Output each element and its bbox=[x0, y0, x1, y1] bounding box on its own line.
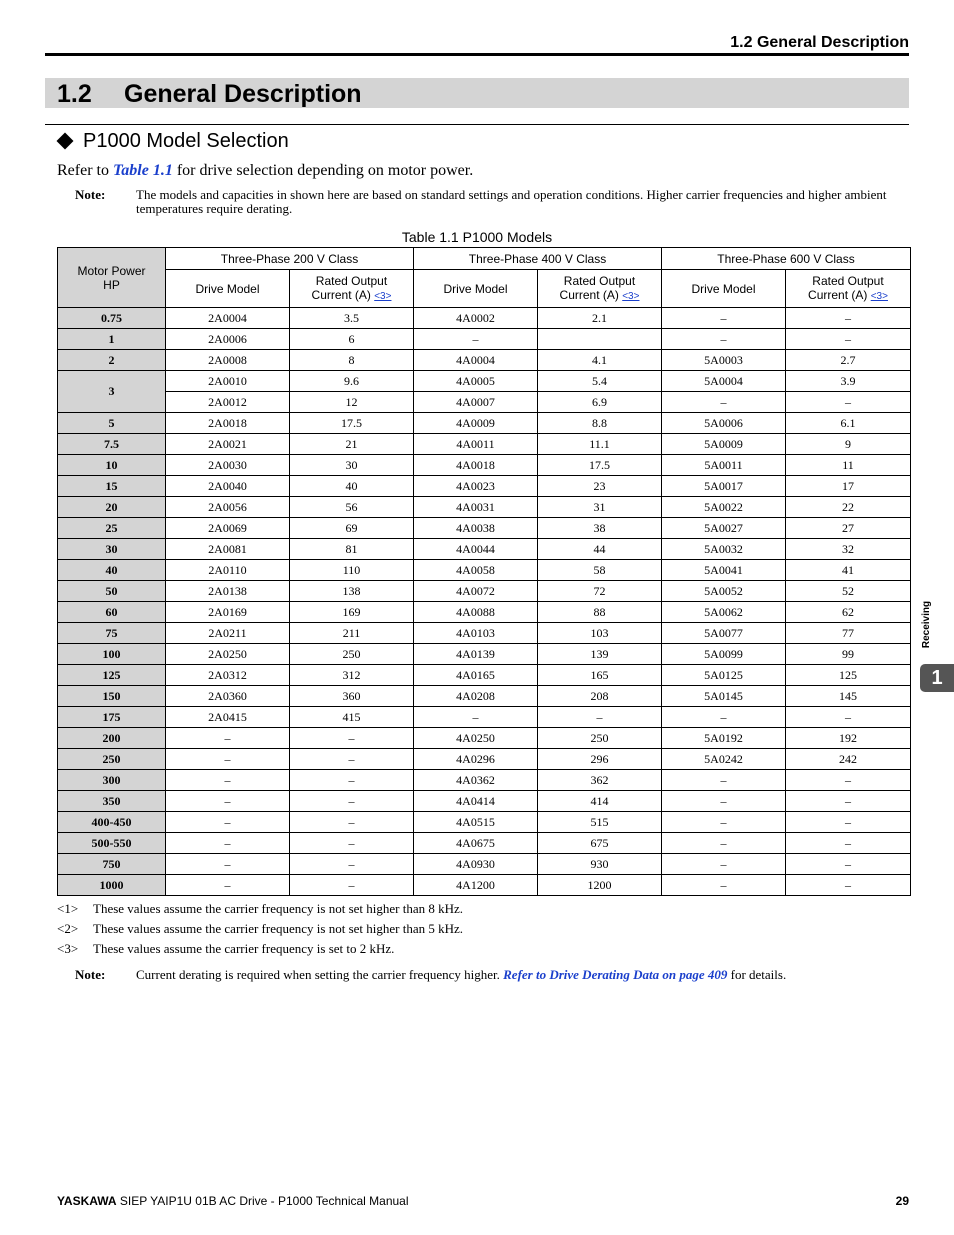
motor-power-cell: 250 bbox=[58, 749, 166, 770]
current-200-cell: 69 bbox=[290, 518, 414, 539]
current-200-cell: 40 bbox=[290, 476, 414, 497]
drive-model-400-cell: 4A0296 bbox=[414, 749, 538, 770]
footer-brand: YASKAWA bbox=[57, 1194, 117, 1208]
header-class-400: Three-Phase 400 V Class bbox=[414, 248, 662, 270]
current-200-cell: – bbox=[290, 749, 414, 770]
motor-power-cell: 200 bbox=[58, 728, 166, 749]
motor-power-cell: 7.5 bbox=[58, 434, 166, 455]
drive-model-600-cell: 5A0062 bbox=[662, 602, 786, 623]
drive-model-200-cell: – bbox=[166, 791, 290, 812]
drive-model-200-cell: 2A0110 bbox=[166, 560, 290, 581]
current-400-cell: 72 bbox=[538, 581, 662, 602]
motor-power-cell: 60 bbox=[58, 602, 166, 623]
current-600-cell: 6.1 bbox=[786, 413, 911, 434]
current-200-cell: 250 bbox=[290, 644, 414, 665]
current-600-cell: 145 bbox=[786, 686, 911, 707]
table-row bbox=[58, 728, 911, 749]
header-rated-output bbox=[290, 270, 414, 308]
drive-model-200-cell: – bbox=[166, 749, 290, 770]
table-row bbox=[58, 854, 911, 875]
table-row bbox=[58, 539, 911, 560]
drive-model-400-cell: 4A0002 bbox=[414, 308, 538, 329]
header-drive-model: Drive Model bbox=[662, 270, 786, 308]
drive-model-400-cell: 4A0414 bbox=[414, 791, 538, 812]
table-row bbox=[58, 392, 911, 413]
footnote-mark: <2> bbox=[57, 921, 79, 936]
current-400-cell: 38 bbox=[538, 518, 662, 539]
drive-model-400-cell: 4A0515 bbox=[414, 812, 538, 833]
derating-data-link[interactable]: Refer to Drive Derating Data on page 409 bbox=[503, 967, 728, 982]
current-600-cell: – bbox=[786, 812, 911, 833]
table-row bbox=[58, 518, 911, 539]
drive-model-400-cell: 4A0023 bbox=[414, 476, 538, 497]
header-rule bbox=[45, 53, 909, 56]
current-200-cell: 211 bbox=[290, 623, 414, 644]
drive-model-600-cell: – bbox=[662, 308, 786, 329]
table-caption: Table 1.1 P1000 Models bbox=[401, 229, 553, 245]
drive-model-200-cell: 2A0018 bbox=[166, 413, 290, 434]
motor-power-cell: 1 bbox=[58, 329, 166, 350]
footer-manual-title: SIEP YAIP1U 01B AC Drive - P1000 Technical Manual bbox=[116, 1194, 409, 1208]
motor-power-cell: 500-550 bbox=[58, 833, 166, 854]
running-head: 1.2 General Description bbox=[730, 34, 909, 51]
table-row bbox=[58, 707, 911, 728]
current-400-cell: 31 bbox=[538, 497, 662, 518]
current-200-cell: 21 bbox=[290, 434, 414, 455]
page-footer bbox=[57, 1194, 909, 1208]
table-row bbox=[58, 560, 911, 581]
drive-model-400-cell: 4A0362 bbox=[414, 770, 538, 791]
current-400-cell bbox=[538, 329, 662, 350]
current-400-cell: 23 bbox=[538, 476, 662, 497]
intro-suffix: for drive selection depending on motor power. bbox=[172, 162, 474, 179]
drive-model-600-cell: 5A0027 bbox=[662, 518, 786, 539]
footnote-text: These values assume the carrier frequency is not set higher than 5 kHz. bbox=[93, 921, 464, 936]
note-label: Note: bbox=[75, 967, 106, 982]
drive-model-200-cell: 2A0056 bbox=[166, 497, 290, 518]
motor-power-cell: 750 bbox=[58, 854, 166, 875]
current-600-cell: 9 bbox=[786, 434, 911, 455]
drive-model-200-cell: 2A0004 bbox=[166, 308, 290, 329]
current-600-cell: 17 bbox=[786, 476, 911, 497]
drive-model-600-cell: 5A0003 bbox=[662, 350, 786, 371]
header-rated-output bbox=[538, 270, 662, 308]
current-600-cell: 99 bbox=[786, 644, 911, 665]
header-drive-model: Drive Model bbox=[166, 270, 290, 308]
current-400-cell: 88 bbox=[538, 602, 662, 623]
drive-model-400-cell: 4A0930 bbox=[414, 854, 538, 875]
drive-model-600-cell: 5A0099 bbox=[662, 644, 786, 665]
table-row bbox=[58, 308, 911, 329]
footnote-mark: <1> bbox=[57, 901, 79, 916]
note-prefix: Current derating is required when setting the carrier frequency higher. bbox=[136, 967, 504, 982]
drive-model-600-cell: 5A0022 bbox=[662, 497, 786, 518]
table-row bbox=[58, 413, 911, 434]
drive-model-200-cell: 2A0250 bbox=[166, 644, 290, 665]
current-600-cell: – bbox=[786, 392, 911, 413]
drive-model-200-cell: 2A0069 bbox=[166, 518, 290, 539]
current-200-cell: – bbox=[290, 791, 414, 812]
drive-model-400-cell: 4A0139 bbox=[414, 644, 538, 665]
header-rated-output-line2: Current (A) bbox=[559, 287, 619, 302]
current-400-cell: 208 bbox=[538, 686, 662, 707]
current-600-cell: – bbox=[786, 707, 911, 728]
current-600-cell: 62 bbox=[786, 602, 911, 623]
table-row bbox=[58, 812, 911, 833]
current-400-cell: 44 bbox=[538, 539, 662, 560]
drive-model-600-cell: 5A0009 bbox=[662, 434, 786, 455]
current-200-cell: 17.5 bbox=[290, 413, 414, 434]
current-600-cell: – bbox=[786, 329, 911, 350]
current-600-cell: 22 bbox=[786, 497, 911, 518]
motor-power-cell: 125 bbox=[58, 665, 166, 686]
table-row bbox=[58, 644, 911, 665]
footnote-text: These values assume the carrier frequency is not set higher than 8 kHz. bbox=[93, 901, 464, 916]
drive-model-600-cell: – bbox=[662, 770, 786, 791]
table-row bbox=[58, 581, 911, 602]
current-200-cell: – bbox=[290, 854, 414, 875]
current-400-cell: 165 bbox=[538, 665, 662, 686]
motor-power-cell: 100 bbox=[58, 644, 166, 665]
drive-model-200-cell: 2A0012 bbox=[166, 392, 290, 413]
current-600-cell: 77 bbox=[786, 623, 911, 644]
current-200-cell: 30 bbox=[290, 455, 414, 476]
current-600-cell: – bbox=[786, 833, 911, 854]
drive-model-600-cell: – bbox=[662, 833, 786, 854]
section-number: 1.2 bbox=[57, 80, 92, 108]
current-400-cell: 2.1 bbox=[538, 308, 662, 329]
footnote-text: These values assume the carrier frequency is set to 2 kHz. bbox=[93, 941, 395, 956]
drive-model-400-cell: 4A0031 bbox=[414, 497, 538, 518]
drive-model-200-cell: 2A0010 bbox=[166, 371, 290, 392]
chapter-tab-text: Receiving bbox=[921, 600, 933, 649]
current-400-cell: 5.4 bbox=[538, 371, 662, 392]
drive-model-400-cell: 4A0011 bbox=[414, 434, 538, 455]
header-rated-output-line1: Rated Output bbox=[315, 273, 388, 288]
current-600-cell: – bbox=[786, 875, 911, 896]
motor-power-cell: 0.75 bbox=[58, 308, 166, 329]
current-600-cell: 242 bbox=[786, 749, 911, 770]
current-600-cell: 41 bbox=[786, 560, 911, 581]
drive-model-600-cell: – bbox=[662, 791, 786, 812]
motor-power-cell: 40 bbox=[58, 560, 166, 581]
drive-model-600-cell: 5A0006 bbox=[662, 413, 786, 434]
table-row bbox=[58, 329, 911, 350]
current-600-cell: 52 bbox=[786, 581, 911, 602]
current-400-cell: 6.9 bbox=[538, 392, 662, 413]
motor-power-cell: 30 bbox=[58, 539, 166, 560]
drive-model-400-cell: 4A0009 bbox=[414, 413, 538, 434]
drive-model-200-cell: 2A0169 bbox=[166, 602, 290, 623]
current-600-cell: 11 bbox=[786, 455, 911, 476]
current-600-cell: 125 bbox=[786, 665, 911, 686]
table-row bbox=[58, 770, 911, 791]
models-table bbox=[57, 247, 911, 896]
drive-model-600-cell: 5A0192 bbox=[662, 728, 786, 749]
current-200-cell: – bbox=[290, 875, 414, 896]
current-600-cell: 27 bbox=[786, 518, 911, 539]
motor-power-cell: 5 bbox=[58, 413, 166, 434]
header-motor-power-line2: HP bbox=[103, 277, 120, 292]
drive-model-400-cell: 4A1200 bbox=[414, 875, 538, 896]
subsection-title: P1000 Model Selection bbox=[83, 130, 289, 152]
current-200-cell: 110 bbox=[290, 560, 414, 581]
chapter-tab[interactable]: 1 bbox=[920, 664, 954, 692]
intro-paragraph bbox=[57, 162, 473, 180]
current-400-cell: – bbox=[538, 707, 662, 728]
drive-model-400-cell: 4A0675 bbox=[414, 833, 538, 854]
section-title: General Description bbox=[124, 80, 362, 108]
drive-model-400-cell: 4A0165 bbox=[414, 665, 538, 686]
current-400-cell: 8.8 bbox=[538, 413, 662, 434]
header-class-600: Three-Phase 600 V Class bbox=[662, 248, 911, 270]
current-600-cell: – bbox=[786, 854, 911, 875]
intro-prefix: Refer to bbox=[57, 162, 113, 179]
drive-model-200-cell: 2A0081 bbox=[166, 539, 290, 560]
motor-power-cell: 1000 bbox=[58, 875, 166, 896]
motor-power-cell: 75 bbox=[58, 623, 166, 644]
current-200-cell: – bbox=[290, 812, 414, 833]
page-number: 29 bbox=[895, 1194, 909, 1208]
drive-model-400-cell: 4A0038 bbox=[414, 518, 538, 539]
motor-power-cell: 15 bbox=[58, 476, 166, 497]
current-400-cell: 4.1 bbox=[538, 350, 662, 371]
drive-model-600-cell: – bbox=[662, 329, 786, 350]
drive-model-200-cell: – bbox=[166, 728, 290, 749]
current-200-cell: 81 bbox=[290, 539, 414, 560]
header-motor-power-line1: Motor Power bbox=[77, 263, 146, 278]
motor-power-cell: 2 bbox=[58, 350, 166, 371]
drive-model-400-cell: 4A0250 bbox=[414, 728, 538, 749]
table-row bbox=[58, 833, 911, 854]
drive-model-400-cell: 4A0005 bbox=[414, 371, 538, 392]
drive-model-200-cell: – bbox=[166, 833, 290, 854]
current-400-cell: 250 bbox=[538, 728, 662, 749]
drive-model-400-cell: 4A0004 bbox=[414, 350, 538, 371]
current-400-cell: 362 bbox=[538, 770, 662, 791]
header-drive-model: Drive Model bbox=[414, 270, 538, 308]
current-200-cell: – bbox=[290, 770, 414, 791]
drive-model-600-cell: 5A0145 bbox=[662, 686, 786, 707]
drive-model-200-cell: – bbox=[166, 854, 290, 875]
drive-model-200-cell: – bbox=[166, 770, 290, 791]
drive-model-200-cell: 2A0312 bbox=[166, 665, 290, 686]
drive-model-400-cell: 4A0208 bbox=[414, 686, 538, 707]
current-400-cell: 296 bbox=[538, 749, 662, 770]
table-link[interactable]: Table 1.1 bbox=[112, 162, 173, 179]
drive-model-200-cell: 2A0415 bbox=[166, 707, 290, 728]
motor-power-cell: 300 bbox=[58, 770, 166, 791]
current-600-cell: – bbox=[786, 770, 911, 791]
table-row bbox=[58, 455, 911, 476]
motor-power-cell: 3 bbox=[58, 371, 166, 413]
current-600-cell: 2.7 bbox=[786, 350, 911, 371]
drive-model-200-cell: 2A0360 bbox=[166, 686, 290, 707]
current-200-cell: 312 bbox=[290, 665, 414, 686]
drive-model-400-cell: 4A0058 bbox=[414, 560, 538, 581]
drive-model-400-cell: 4A0018 bbox=[414, 455, 538, 476]
drive-model-200-cell: 2A0211 bbox=[166, 623, 290, 644]
current-600-cell: – bbox=[786, 308, 911, 329]
drive-model-600-cell: 5A0242 bbox=[662, 749, 786, 770]
drive-model-400-cell: – bbox=[414, 707, 538, 728]
note-suffix: for details. bbox=[727, 967, 787, 982]
drive-model-600-cell: – bbox=[662, 392, 786, 413]
drive-model-400-cell: 4A0007 bbox=[414, 392, 538, 413]
drive-model-400-cell: 4A0044 bbox=[414, 539, 538, 560]
current-400-cell: 930 bbox=[538, 854, 662, 875]
header-class-200: Three-Phase 200 V Class bbox=[166, 248, 414, 270]
table-row bbox=[58, 749, 911, 770]
current-400-cell: 139 bbox=[538, 644, 662, 665]
current-400-cell: 17.5 bbox=[538, 455, 662, 476]
table-row bbox=[58, 875, 911, 896]
current-200-cell: 169 bbox=[290, 602, 414, 623]
drive-model-600-cell: 5A0052 bbox=[662, 581, 786, 602]
drive-model-600-cell: 5A0032 bbox=[662, 539, 786, 560]
current-400-cell: 58 bbox=[538, 560, 662, 581]
current-400-cell: 515 bbox=[538, 812, 662, 833]
section-rule bbox=[45, 124, 909, 125]
drive-model-200-cell: 2A0008 bbox=[166, 350, 290, 371]
diamond-bullet-icon bbox=[57, 132, 74, 149]
current-200-cell: 6 bbox=[290, 329, 414, 350]
drive-model-200-cell: – bbox=[166, 875, 290, 896]
current-400-cell: 414 bbox=[538, 791, 662, 812]
footnote-ref-link[interactable]: <3> bbox=[870, 290, 888, 302]
footnote-ref-link[interactable]: <3> bbox=[374, 290, 392, 302]
header-motor-power bbox=[58, 248, 166, 308]
drive-model-400-cell: 4A0072 bbox=[414, 581, 538, 602]
current-400-cell: 1200 bbox=[538, 875, 662, 896]
subsection-heading bbox=[57, 130, 289, 153]
drive-model-200-cell: 2A0030 bbox=[166, 455, 290, 476]
table-row bbox=[58, 665, 911, 686]
drive-model-200-cell: 2A0021 bbox=[166, 434, 290, 455]
section-heading bbox=[45, 78, 909, 108]
current-600-cell: – bbox=[786, 791, 911, 812]
motor-power-cell: 20 bbox=[58, 497, 166, 518]
table-row bbox=[58, 476, 911, 497]
note-derating-data bbox=[75, 967, 786, 983]
current-200-cell: – bbox=[290, 728, 414, 749]
drive-model-600-cell: – bbox=[662, 875, 786, 896]
drive-model-400-cell: 4A0103 bbox=[414, 623, 538, 644]
current-600-cell: 3.9 bbox=[786, 371, 911, 392]
drive-model-600-cell: 5A0004 bbox=[662, 371, 786, 392]
table-row bbox=[58, 602, 911, 623]
drive-model-600-cell: – bbox=[662, 812, 786, 833]
current-600-cell: 32 bbox=[786, 539, 911, 560]
current-200-cell: 12 bbox=[290, 392, 414, 413]
note-text: The models and capacities in shown here are based on standard settings and operation conditions. Higher carrier frequencies and higher ambient temperatures require derating. bbox=[136, 187, 887, 216]
current-200-cell: 360 bbox=[290, 686, 414, 707]
drive-model-200-cell: 2A0006 bbox=[166, 329, 290, 350]
current-400-cell: 11.1 bbox=[538, 434, 662, 455]
current-200-cell: 56 bbox=[290, 497, 414, 518]
header-rated-output bbox=[786, 270, 911, 308]
current-600-cell: 192 bbox=[786, 728, 911, 749]
current-400-cell: 103 bbox=[538, 623, 662, 644]
drive-model-600-cell: – bbox=[662, 854, 786, 875]
footnote-ref-link[interactable]: <3> bbox=[622, 290, 640, 302]
header-rated-output-line1: Rated Output bbox=[812, 273, 884, 288]
drive-model-600-cell: 5A0011 bbox=[662, 455, 786, 476]
motor-power-cell: 50 bbox=[58, 581, 166, 602]
table-row bbox=[58, 434, 911, 455]
drive-model-600-cell: 5A0041 bbox=[662, 560, 786, 581]
current-200-cell: 9.6 bbox=[290, 371, 414, 392]
drive-model-200-cell: – bbox=[166, 812, 290, 833]
current-200-cell: 415 bbox=[290, 707, 414, 728]
motor-power-cell: 25 bbox=[58, 518, 166, 539]
header-rated-output-line1: Rated Output bbox=[563, 273, 636, 288]
drive-model-600-cell: 5A0125 bbox=[662, 665, 786, 686]
current-200-cell: 3.5 bbox=[290, 308, 414, 329]
table-row bbox=[58, 350, 911, 371]
table-body bbox=[58, 308, 911, 896]
drive-model-400-cell: – bbox=[414, 329, 538, 350]
table-row bbox=[58, 371, 911, 392]
chapter-tab-label bbox=[922, 600, 936, 652]
current-200-cell: 8 bbox=[290, 350, 414, 371]
current-200-cell: – bbox=[290, 833, 414, 854]
motor-power-cell: 350 bbox=[58, 791, 166, 812]
table-row bbox=[58, 791, 911, 812]
drive-model-600-cell: – bbox=[662, 707, 786, 728]
header-rated-output-line2: Current (A) bbox=[311, 287, 371, 302]
table-row bbox=[58, 497, 911, 518]
motor-power-cell: 400-450 bbox=[58, 812, 166, 833]
motor-power-cell: 175 bbox=[58, 707, 166, 728]
motor-power-cell: 150 bbox=[58, 686, 166, 707]
drive-model-400-cell: 4A0088 bbox=[414, 602, 538, 623]
header-rated-output-line2: Current (A) bbox=[808, 287, 868, 302]
table-row bbox=[58, 623, 911, 644]
table-row bbox=[58, 686, 911, 707]
current-200-cell: 138 bbox=[290, 581, 414, 602]
motor-power-cell: 10 bbox=[58, 455, 166, 476]
footnote-mark: <3> bbox=[57, 941, 79, 956]
drive-model-200-cell: 2A0138 bbox=[166, 581, 290, 602]
current-400-cell: 675 bbox=[538, 833, 662, 854]
drive-model-200-cell: 2A0040 bbox=[166, 476, 290, 497]
drive-model-600-cell: 5A0017 bbox=[662, 476, 786, 497]
drive-model-600-cell: 5A0077 bbox=[662, 623, 786, 644]
note-label: Note: bbox=[75, 187, 106, 202]
